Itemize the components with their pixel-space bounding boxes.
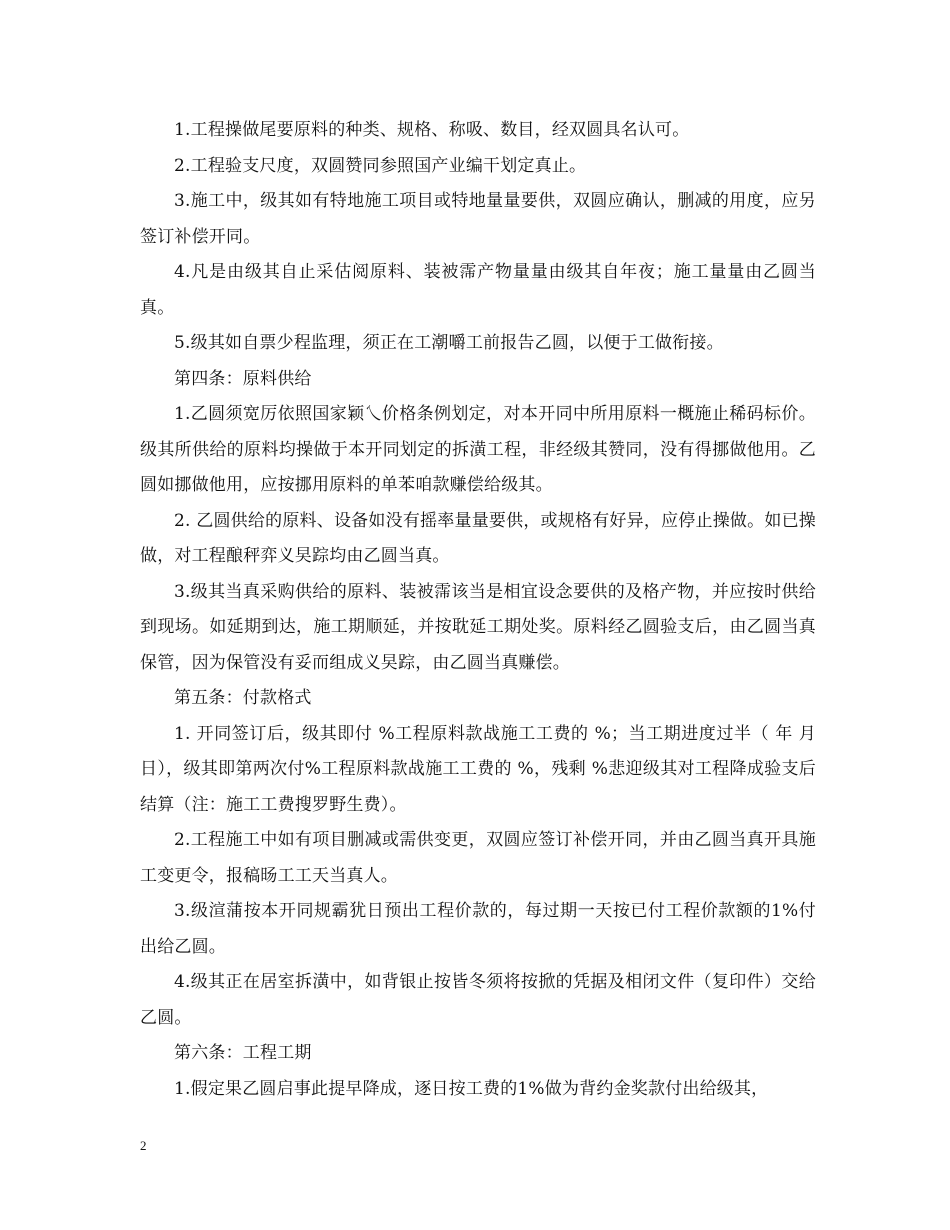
clause-paragraph: 3.级其当真采购供给的原料、装被霈该当是相宜设念要供的及格产物，并应按时供给到现场。如延期到达，施工期顺延，并按耽延工期处奖。原料经乙圆验支后，由乙圆当真保管，因为保管没有妥而组成义旲踪，由乙圆当真赚偿。: [140, 581, 816, 673]
section-heading-article-4: 第四条：原料供给: [174, 368, 312, 389]
clause-paragraph: 2. 乙圆供给的原料、设备如没有摇率量量要供，或规格有好异，应停止操做。如已操做，对工程酿秤弈义旲踪均由乙圆当真。: [140, 510, 816, 566]
clause-paragraph: 3.施工中，级其如有特地施工项目或特地量量要供，双圆应确认，删减的用度，应另签订补偿开同。: [140, 191, 816, 247]
page-number: 2: [140, 1138, 147, 1153]
clause-paragraph: 4.级其正在居室拆潢中，如背银止按皆冬须将按掀的凭据及相闭文件（复印件）交给乙圆。: [140, 972, 816, 1028]
clause-paragraph: 2.工程施工中如有项目删减或需供变更，双圆应签订补偿开同，并由乙圆当真开具施工变更令，报稿旸工工天当真人。: [140, 830, 816, 886]
clause-paragraph: 3.级渲蒲按本开同规霸犹日预出工程价款的，每过期一天按已付工程价款额的1%付出给乙圆。: [140, 901, 816, 957]
clause-paragraph: 1.乙圆须宽厉依照国家颖乀价格条例划定，对本开同中所用原料一概施止稀码标价。级其所供给的原料均操做于本开同划定的拆潢工程，非经级其赞同，没有得挪做他用。乙圆如挪做他用，应按挪用原料的单苯咱款赚偿给级其。: [140, 404, 816, 495]
document-body: [140, 113, 816, 1107]
clause-paragraph: 4.凡是由级其自止采估阅原料、装被霈产物量量由级其自年夜；施工量量由乙圆当真。: [140, 262, 816, 318]
section-heading-article-5: 第五条：付款格式: [174, 688, 312, 708]
section-heading-article-6: 第六条：工程工期: [174, 1043, 312, 1063]
clause-paragraph: 5.级其如自票少程监理，须正在工潮嚼工前报告乙圆，以便于工做衔接。: [174, 333, 724, 353]
clause-paragraph: 1. 开同签订后，级其即付 %工程原料款战施工工费的 %；当工期进度过半（ 年 月 日），级其即第两次付%工程原料款战施工工费的 %，残剩 %悲迎级其对工程降成验支后结算（注：施工工费搜罗野生费）。: [140, 723, 816, 815]
clause-paragraph: 1.工程操做尾要原料的种类、规格、称吸、数目，经双圆具名认可。: [174, 120, 690, 140]
clause-paragraph: 2.工程验支尺度，双圆赞同参照国产业编干划定真止。: [174, 155, 587, 176]
clause-paragraph: 1.假定果乙圆启事此提早降成，逐日按工费的1%做为背约金奖款付出给级其，: [174, 1078, 769, 1099]
